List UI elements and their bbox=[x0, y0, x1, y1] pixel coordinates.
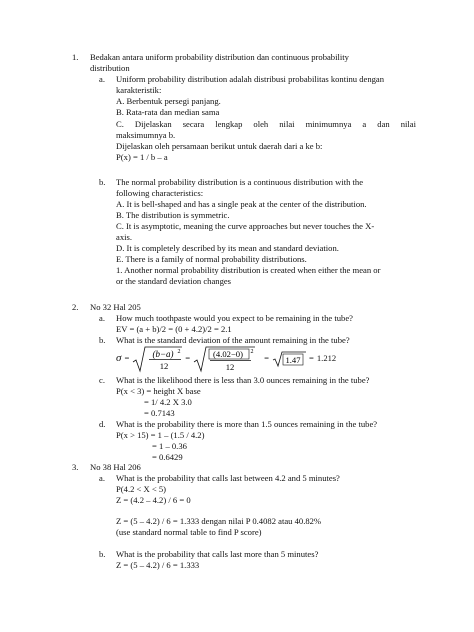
q3-number: 3. bbox=[72, 462, 79, 472]
q1a-letter: a. bbox=[99, 74, 105, 84]
q2a-letter: a. bbox=[99, 313, 105, 323]
denominator-2: 12 bbox=[225, 362, 235, 372]
q1b-item: axis. bbox=[116, 232, 132, 242]
q2b-letter: b. bbox=[99, 335, 106, 345]
q2c-line: P(x < 3) = height X base bbox=[116, 386, 201, 396]
sqrt-formula-1 bbox=[132, 345, 182, 373]
q2a-question: How much toothpaste would you expect to be remaining in the tube? bbox=[116, 313, 353, 323]
q3a-question: What is the probability that calls last between 4.2 and 5 minutes? bbox=[116, 473, 340, 483]
q2c-line: = 1/ 4.2 X 3.0 bbox=[144, 397, 192, 407]
exponent-2: 2 bbox=[250, 349, 254, 355]
equals-sign: = bbox=[309, 353, 314, 364]
q1a-item: C. Dijelaskan secara lengkap oleh nilai minimumnya a dan nilai bbox=[116, 119, 416, 129]
q2-title: No 32 Hal 205 bbox=[90, 302, 141, 312]
q2d-line: = 1 – 0.36 bbox=[152, 441, 187, 451]
q3-title: No 38 Hal 206 bbox=[90, 462, 141, 472]
equals-sign: = bbox=[264, 353, 270, 364]
sigma-symbol: σ bbox=[116, 352, 122, 365]
q3a-line: (use standard normal table to find P score) bbox=[116, 527, 262, 537]
q1b-item: 1. Another normal probability distribution is created when either the mean or bbox=[116, 265, 381, 275]
q1-number: 1. bbox=[72, 52, 79, 62]
q3a-line: P(4.2 < X < 5) bbox=[116, 484, 167, 494]
denominator-1: 12 bbox=[160, 361, 169, 371]
q2b-question: What is the standard deviation of the amount remaining in the tube? bbox=[116, 335, 350, 345]
q1-title-line2: distribution bbox=[90, 63, 130, 73]
q3b-letter: b. bbox=[99, 549, 106, 559]
equals-sign: = bbox=[124, 353, 130, 364]
q2c-question: What is the likelihood there is less than 3.0 ounces remaining in the tube? bbox=[116, 375, 370, 385]
sd-equation bbox=[116, 345, 336, 373]
q2d-letter: d. bbox=[99, 419, 106, 429]
q2d-line: P(x > 15) = 1 – (1.5 / 4.2) bbox=[116, 430, 205, 440]
q1b-line1: The normal probability distribution is a continuous distribution with the bbox=[116, 177, 364, 187]
q2c-letter: c. bbox=[99, 375, 105, 385]
q1a-item: B. Rata-rata dan median sama bbox=[116, 107, 220, 117]
q1-title-line1: Bedakan antara uniform probability distribution dan continuous probability bbox=[90, 52, 349, 62]
sqrt-formula-2 bbox=[193, 345, 255, 373]
q3a-letter: a. bbox=[99, 473, 105, 483]
q2-number: 2. bbox=[72, 302, 79, 312]
q3b-question: What is the probability that calls last more than 5 minutes? bbox=[116, 549, 319, 559]
exponent-1: 2 bbox=[177, 349, 181, 355]
q1a-item: P(x) = 1 / b – a bbox=[116, 152, 168, 162]
equals-sign: = bbox=[185, 353, 191, 364]
q1a-item: A. Berbentuk persegi panjang. bbox=[116, 96, 221, 106]
q3b-line: Z = (5 – 4.2) / 6 = 1.333 bbox=[116, 560, 200, 570]
q2d-line: = 0.6429 bbox=[152, 452, 183, 462]
q1b-item: C. It is asymptotic, meaning the curve approaches but never touches the X- bbox=[116, 221, 375, 231]
q3a-line: Z = (5 – 4.2) / 6 = 1.333 dengan nilai P 0.4082 atau 40.82% bbox=[116, 516, 322, 526]
q2a-answer: EV = (a + b)/2 = (0 + 4.2)/2 = 2.1 bbox=[116, 324, 232, 334]
q1b-item: or the standard deviation changes bbox=[116, 276, 232, 286]
q1b-line2: following characteristics: bbox=[116, 188, 204, 198]
radicand: 1.47 bbox=[285, 355, 301, 365]
q2d-question: What is the probability there is more than 1.5 ounces remaining in the tube? bbox=[116, 419, 378, 429]
q1a-item: Dijelaskan oleh persamaan berikut untuk daerah dari a ke b: bbox=[116, 141, 323, 151]
sqrt-value bbox=[272, 350, 306, 368]
q1b-item: A. It is bell-shaped and has a single peak at the center of the distribution. bbox=[116, 199, 367, 209]
q1b-item: B. The distribution is symmetric. bbox=[116, 210, 230, 220]
q1a-line1: Uniform probability distribution adalah distribusi probabilitas kontinu dengan bbox=[116, 74, 385, 84]
numerator-1: (b−a) bbox=[152, 349, 174, 359]
q1a-item: maksimumnya b. bbox=[116, 130, 176, 140]
sd-result: 1.212 bbox=[316, 353, 337, 364]
q1b-item: D. It is completely described by its mean and standard deviation. bbox=[116, 243, 339, 253]
q1b-letter: b. bbox=[99, 177, 106, 187]
q3a-line: Z = (4.2 – 4.2) / 6 = 0 bbox=[116, 495, 191, 505]
q1a-line2: karakteristik: bbox=[116, 85, 162, 95]
q1b-item: E. There is a family of normal probability distributions. bbox=[116, 254, 307, 264]
q2c-line: = 0.7143 bbox=[144, 408, 175, 418]
numerator-2: (4.02−0) bbox=[213, 349, 244, 359]
